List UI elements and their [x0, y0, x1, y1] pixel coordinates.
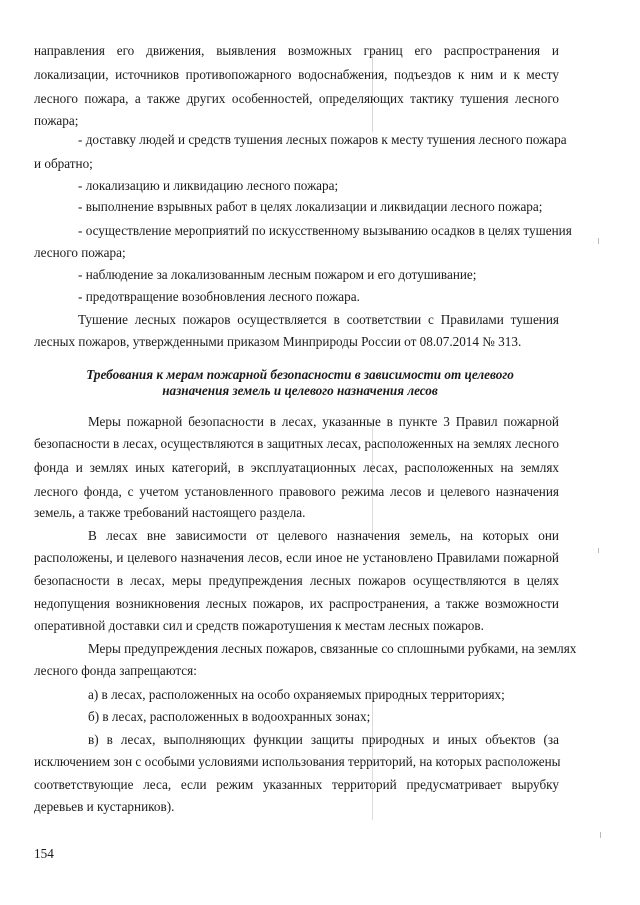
text-line: соответствующие леса, если режим указанных территорий предусматривает вырубку	[34, 777, 559, 792]
text-line: земель, а также требований настоящего раздела.	[34, 505, 306, 520]
text-line: деревьев и кустарников).	[34, 799, 175, 814]
section-heading: Требования к мерам пожарной безопасности в зависимости от целевого	[86, 367, 514, 382]
text-line: безопасности в лесах, осуществляются в защитных лесах, расположенных на землях лесного	[34, 436, 559, 451]
list-item: - осуществление мероприятий по искусственному вызыванию осадков в целях тушения	[78, 223, 572, 238]
list-item: а) в лесах, расположенных на особо охраняемых природных территориях;	[88, 687, 505, 702]
list-item: - предотвращение возобновления лесного пожара.	[78, 289, 360, 304]
text-line: Меры пожарной безопасности в лесах, указанные в пункте 3 Правил пожарной	[88, 414, 559, 429]
text-line: исключением зон с особыми условиями использования территорий, на которых расположены	[34, 754, 561, 769]
text-line: расположены, и целевого назначения лесов, если иное не установлено Правилами пожарной	[34, 550, 559, 565]
text-line: лесного фонда запрещаются:	[34, 663, 197, 678]
list-item: б) в лесах, расположенных в водоохранных зонах;	[88, 709, 371, 724]
text-line: локализации, источников противопожарного водоснабжения, подъездов к ним и к месту	[34, 67, 559, 82]
list-item: - доставку людей и средств тушения лесных пожаров к месту тушения лесного пожара	[78, 132, 567, 147]
text-line: лесного пожара, а также других особенностей, определяющих тактику тушения лесного	[34, 91, 559, 106]
list-item: - локализацию и ликвидацию лесного пожара;	[78, 178, 339, 193]
scan-artifact	[372, 690, 373, 820]
text-line: лесных пожаров, утвержденными приказом Минприроды России от 08.07.2014 № 313.	[34, 334, 522, 349]
text-line: и обратно;	[34, 156, 93, 171]
list-item: в) в лесах, выполняющих функции защиты природных и иных объектов (за	[88, 732, 559, 747]
text-line: Тушение лесных пожаров осуществляется в соответствии с Правилами тушения	[78, 312, 559, 327]
list-item: - выполнение взрывных работ в целях локализации и ликвидации лесного пожара;	[78, 199, 543, 214]
text-line: лесного фонда, с учетом установленного правового режима лесов и целевого назначения	[34, 484, 559, 499]
text-line: безопасности в лесах, меры предупреждения лесных пожаров осуществляются в целях	[34, 573, 559, 588]
text-line: лесного пожара;	[34, 245, 126, 260]
section-heading: назначения земель и целевого назначения лесов	[162, 383, 438, 398]
text-line: В лесах вне зависимости от целевого назначения земель, на которых они	[88, 528, 559, 543]
text-line: оперативной доставки сил и средств пожаротушения к местам лесных пожаров.	[34, 618, 484, 633]
page-number: 154	[34, 846, 54, 861]
scan-artifact	[598, 238, 599, 244]
text-line: недопущения возникновения лесных пожаров, их распространения, а также возможности	[34, 596, 559, 611]
list-item: - наблюдение за локализованным лесным пожаром и его дотушивание;	[78, 267, 477, 282]
text-line: пожара;	[34, 113, 79, 128]
text-line: фонда и землях иных категорий, в эксплуатационных лесах, расположенных на землях	[34, 460, 559, 475]
scan-artifact	[372, 420, 373, 540]
text-line: направления его движения, выявления возможных границ его распространения и	[34, 43, 559, 58]
text-line: Меры предупреждения лесных пожаров, связанные со сплошными рубками, на землях	[88, 641, 577, 656]
scan-artifact	[598, 548, 599, 553]
scan-artifact	[372, 52, 373, 132]
scan-artifact	[600, 832, 601, 838]
